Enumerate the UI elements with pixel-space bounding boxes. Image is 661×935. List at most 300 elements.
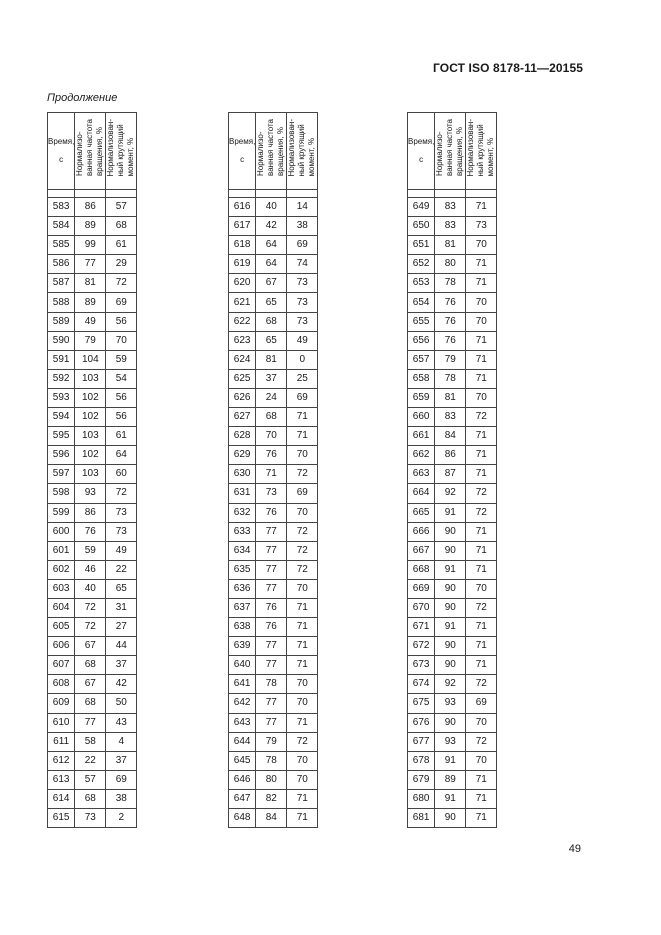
cell-time: 586 (48, 255, 75, 274)
cell-time: 629 (229, 446, 256, 465)
cell-time: 606 (48, 637, 75, 656)
cell-time: 614 (48, 789, 75, 808)
table-row (48, 656, 137, 675)
table-row (48, 751, 137, 770)
cell-time: 632 (229, 503, 256, 522)
cell-time: 660 (408, 408, 435, 427)
table-row (48, 522, 137, 541)
cell-speed: 103 (75, 369, 106, 388)
cell-time: 678 (408, 751, 435, 770)
table-row (229, 751, 318, 770)
cell-speed: 77 (75, 255, 106, 274)
cell-torque: 71 (287, 809, 318, 828)
table-row (408, 560, 497, 579)
cell-torque: 71 (287, 598, 318, 617)
table-row (229, 198, 318, 217)
table-row (48, 809, 137, 828)
table-row (408, 751, 497, 770)
column-header-torque: Нормализован- ный крутящий момент, % (466, 113, 497, 190)
cell-time: 594 (48, 408, 75, 427)
cell-torque: 71 (466, 618, 497, 637)
cell-torque: 56 (106, 408, 137, 427)
cell-torque: 73 (106, 503, 137, 522)
cell-time: 663 (408, 465, 435, 484)
cell-torque: 56 (106, 388, 137, 407)
table-row (48, 369, 137, 388)
cell-speed: 59 (75, 541, 106, 560)
cell-speed: 103 (75, 465, 106, 484)
table-row (48, 255, 137, 274)
column-header-speed: Нормализо- ванная частота вращения, % (256, 113, 287, 190)
cell-speed: 76 (256, 446, 287, 465)
cell-time: 672 (408, 637, 435, 656)
cell-time: 658 (408, 369, 435, 388)
table-row (229, 484, 318, 503)
cell-torque: 71 (466, 770, 497, 789)
cell-time: 643 (229, 713, 256, 732)
cell-time: 654 (408, 293, 435, 312)
cell-speed: 93 (435, 732, 466, 751)
spacer-cell (106, 190, 137, 198)
cell-torque: 71 (466, 789, 497, 808)
cell-time: 677 (408, 732, 435, 751)
cell-speed: 68 (75, 694, 106, 713)
table-row (408, 465, 497, 484)
cell-speed: 67 (75, 637, 106, 656)
cell-time: 668 (408, 560, 435, 579)
cell-torque: 73 (106, 522, 137, 541)
table-row (229, 694, 318, 713)
cell-time: 602 (48, 560, 75, 579)
cell-speed: 103 (75, 427, 106, 446)
table-row (48, 503, 137, 522)
cell-speed: 89 (75, 217, 106, 236)
cell-time: 676 (408, 713, 435, 732)
cell-speed: 67 (256, 274, 287, 293)
table-row (408, 217, 497, 236)
table-row (408, 809, 497, 828)
continuation-label: Продолжение (47, 92, 118, 104)
cell-torque: 71 (466, 369, 497, 388)
cell-torque: 71 (287, 408, 318, 427)
cell-torque: 70 (466, 388, 497, 407)
cell-torque: 68 (106, 217, 137, 236)
cell-speed: 90 (435, 656, 466, 675)
cell-speed: 93 (75, 484, 106, 503)
cell-torque: 71 (287, 789, 318, 808)
document-code: ГОСТ ISO 8178-11—20155 (433, 61, 583, 75)
table-row (229, 236, 318, 255)
table-row (48, 637, 137, 656)
cell-time: 641 (229, 675, 256, 694)
table-row (229, 675, 318, 694)
cell-torque: 70 (287, 694, 318, 713)
cell-torque: 69 (466, 694, 497, 713)
cell-time: 674 (408, 675, 435, 694)
table-row (229, 656, 318, 675)
cell-time: 610 (48, 713, 75, 732)
cell-torque: 71 (466, 809, 497, 828)
table-row (229, 388, 318, 407)
cell-time: 666 (408, 522, 435, 541)
cell-torque: 72 (287, 465, 318, 484)
cell-speed: 40 (256, 198, 287, 217)
cell-speed: 76 (75, 522, 106, 541)
cell-speed: 68 (75, 656, 106, 675)
table-row (229, 503, 318, 522)
cell-torque: 70 (287, 579, 318, 598)
cell-torque: 71 (466, 465, 497, 484)
cell-time: 624 (229, 350, 256, 369)
cell-speed: 79 (75, 331, 106, 350)
cell-speed: 81 (435, 236, 466, 255)
cell-speed: 90 (435, 598, 466, 617)
table-row (229, 579, 318, 598)
cell-torque: 59 (106, 350, 137, 369)
cell-torque: 37 (106, 751, 137, 770)
table-row (408, 618, 497, 637)
header-spacer-row (229, 190, 318, 198)
table-row (408, 713, 497, 732)
cell-speed: 78 (435, 274, 466, 293)
cell-time: 681 (408, 809, 435, 828)
cell-speed: 79 (435, 350, 466, 369)
spacer-cell (229, 190, 256, 198)
table-row (48, 274, 137, 293)
cell-time: 612 (48, 751, 75, 770)
cell-time: 615 (48, 809, 75, 828)
table-row (48, 618, 137, 637)
cell-torque: 69 (106, 293, 137, 312)
table-row (408, 408, 497, 427)
cell-torque: 71 (287, 713, 318, 732)
cell-torque: 73 (287, 312, 318, 331)
cell-time: 583 (48, 198, 75, 217)
cell-time: 598 (48, 484, 75, 503)
cell-speed: 64 (256, 236, 287, 255)
table-row (48, 198, 137, 217)
cell-torque: 70 (466, 751, 497, 770)
table-row (408, 732, 497, 751)
cell-torque: 71 (466, 255, 497, 274)
cell-time: 587 (48, 274, 75, 293)
cell-speed: 89 (75, 293, 106, 312)
cell-speed: 67 (75, 675, 106, 694)
cell-speed: 24 (256, 388, 287, 407)
cell-time: 617 (229, 217, 256, 236)
data-table-2 (228, 112, 318, 828)
cell-time: 647 (229, 789, 256, 808)
table-row (408, 789, 497, 808)
column-header-time: Время, с (408, 113, 435, 190)
table-row (48, 789, 137, 808)
spacer-cell (256, 190, 287, 198)
cell-torque: 0 (287, 350, 318, 369)
cell-speed: 76 (435, 293, 466, 312)
table-row (48, 598, 137, 617)
cell-torque: 71 (466, 446, 497, 465)
table-row (229, 331, 318, 350)
cell-time: 655 (408, 312, 435, 331)
column-header-time: Время, с (229, 113, 256, 190)
cell-torque: 73 (287, 274, 318, 293)
cell-speed: 79 (256, 732, 287, 751)
cell-speed: 86 (75, 198, 106, 217)
cell-torque: 70 (287, 503, 318, 522)
cell-speed: 68 (256, 312, 287, 331)
cell-time: 599 (48, 503, 75, 522)
cell-speed: 90 (435, 713, 466, 732)
cell-speed: 91 (435, 789, 466, 808)
cell-time: 600 (48, 522, 75, 541)
cell-speed: 76 (435, 312, 466, 331)
cell-torque: 72 (287, 732, 318, 751)
cell-torque: 74 (287, 255, 318, 274)
table-body (408, 190, 497, 828)
cell-torque: 60 (106, 465, 137, 484)
cell-speed: 87 (435, 465, 466, 484)
table-row (48, 675, 137, 694)
cell-speed: 86 (435, 446, 466, 465)
cell-time: 623 (229, 331, 256, 350)
cell-speed: 104 (75, 350, 106, 369)
column-header-torque: Нормализован- ный крутящий момент, % (106, 113, 137, 190)
cell-time: 667 (408, 541, 435, 560)
cell-speed: 102 (75, 446, 106, 465)
cell-torque: 70 (466, 293, 497, 312)
table-row (229, 560, 318, 579)
cell-torque: 70 (106, 331, 137, 350)
cell-speed: 73 (256, 484, 287, 503)
cell-speed: 77 (256, 713, 287, 732)
table-row (48, 484, 137, 503)
cell-torque: 42 (106, 675, 137, 694)
cell-speed: 90 (435, 522, 466, 541)
cell-torque: 71 (287, 427, 318, 446)
cell-torque: 22 (106, 560, 137, 579)
cell-time: 636 (229, 579, 256, 598)
cell-speed: 40 (75, 579, 106, 598)
table-body (229, 190, 318, 828)
cell-torque: 61 (106, 236, 137, 255)
cell-speed: 91 (435, 751, 466, 770)
cell-speed: 81 (256, 350, 287, 369)
cell-torque: 27 (106, 618, 137, 637)
cell-speed: 86 (75, 503, 106, 522)
cell-time: 679 (408, 770, 435, 789)
cell-time: 637 (229, 598, 256, 617)
table-row (408, 388, 497, 407)
cell-torque: 70 (466, 579, 497, 598)
cell-speed: 77 (256, 560, 287, 579)
table-row (229, 274, 318, 293)
table-row (229, 770, 318, 789)
table-row (229, 809, 318, 828)
table-row (48, 236, 137, 255)
table-row (408, 236, 497, 255)
cell-speed: 68 (75, 789, 106, 808)
cell-torque: 14 (287, 198, 318, 217)
table-row (229, 789, 318, 808)
cell-time: 626 (229, 388, 256, 407)
table-row (229, 255, 318, 274)
cell-speed: 90 (435, 579, 466, 598)
cell-time: 592 (48, 369, 75, 388)
spacer-cell (466, 190, 497, 198)
spacer-cell (408, 190, 435, 198)
table-row (408, 522, 497, 541)
cell-torque: 70 (287, 770, 318, 789)
cell-speed: 92 (435, 675, 466, 694)
cell-time: 644 (229, 732, 256, 751)
cell-time: 639 (229, 637, 256, 656)
table-row (229, 465, 318, 484)
cell-torque: 71 (466, 637, 497, 656)
table-row (48, 713, 137, 732)
table-row (229, 522, 318, 541)
cell-speed: 84 (256, 809, 287, 828)
cell-torque: 57 (106, 198, 137, 217)
cell-speed: 77 (256, 579, 287, 598)
table-row (48, 427, 137, 446)
table-row (48, 560, 137, 579)
cell-torque: 69 (287, 388, 318, 407)
cell-torque: 73 (287, 293, 318, 312)
table-row (229, 293, 318, 312)
cell-speed: 22 (75, 751, 106, 770)
cell-time: 616 (229, 198, 256, 217)
cell-torque: 70 (287, 751, 318, 770)
cell-time: 588 (48, 293, 75, 312)
cell-time: 628 (229, 427, 256, 446)
column-header-speed: Нормализо- ванная частота вращения, % (435, 113, 466, 190)
table-row (48, 579, 137, 598)
page-number: 49 (568, 843, 581, 855)
cell-time: 630 (229, 465, 256, 484)
table-row (408, 675, 497, 694)
cell-time: 669 (408, 579, 435, 598)
column-header-speed: Нормализо- ванная частота вращения, % (75, 113, 106, 190)
cell-time: 590 (48, 331, 75, 350)
cell-time: 601 (48, 541, 75, 560)
spacer-cell (75, 190, 106, 198)
cell-time: 656 (408, 331, 435, 350)
cell-torque: 71 (287, 656, 318, 675)
cell-speed: 93 (435, 694, 466, 713)
table-row (229, 427, 318, 446)
cell-time: 633 (229, 522, 256, 541)
cell-time: 640 (229, 656, 256, 675)
cell-time: 670 (408, 598, 435, 617)
cell-speed: 77 (256, 694, 287, 713)
cell-speed: 37 (256, 369, 287, 388)
cell-time: 611 (48, 732, 75, 751)
cell-speed: 102 (75, 388, 106, 407)
table-row (229, 541, 318, 560)
spacer-cell (48, 190, 75, 198)
table-body (48, 190, 137, 828)
cell-speed: 46 (75, 560, 106, 579)
cell-speed: 80 (435, 255, 466, 274)
cell-speed: 80 (256, 770, 287, 789)
cell-time: 671 (408, 618, 435, 637)
cell-torque: 70 (287, 446, 318, 465)
cell-time: 648 (229, 809, 256, 828)
table-row (229, 713, 318, 732)
cell-torque: 31 (106, 598, 137, 617)
cell-torque: 70 (287, 675, 318, 694)
cell-speed: 82 (256, 789, 287, 808)
cell-torque: 69 (287, 236, 318, 255)
cell-speed: 91 (435, 503, 466, 522)
cell-torque: 69 (106, 770, 137, 789)
cell-speed: 73 (75, 809, 106, 828)
table-row (48, 388, 137, 407)
cell-torque: 64 (106, 446, 137, 465)
cell-torque: 71 (466, 541, 497, 560)
table-row (229, 598, 318, 617)
cell-torque: 70 (466, 312, 497, 331)
cell-time: 585 (48, 236, 75, 255)
table-row (408, 369, 497, 388)
cell-speed: 78 (435, 369, 466, 388)
table-row (408, 598, 497, 617)
table-row (229, 446, 318, 465)
cell-torque: 49 (287, 331, 318, 350)
cell-time: 589 (48, 312, 75, 331)
cell-time: 593 (48, 388, 75, 407)
table-row (48, 331, 137, 350)
table-row (408, 656, 497, 675)
cell-torque: 72 (466, 484, 497, 503)
cell-torque: 71 (466, 522, 497, 541)
cell-torque: 25 (287, 369, 318, 388)
cell-speed: 81 (75, 274, 106, 293)
cell-speed: 68 (256, 408, 287, 427)
table-row (408, 694, 497, 713)
cell-time: 620 (229, 274, 256, 293)
cell-speed: 90 (435, 541, 466, 560)
table-row (229, 637, 318, 656)
cell-time: 638 (229, 618, 256, 637)
cell-time: 595 (48, 427, 75, 446)
cell-torque: 72 (287, 541, 318, 560)
cell-torque: 72 (287, 522, 318, 541)
cell-torque: 71 (466, 331, 497, 350)
cell-speed: 84 (435, 427, 466, 446)
table-row (408, 503, 497, 522)
cell-torque: 71 (287, 637, 318, 656)
cell-time: 597 (48, 465, 75, 484)
cell-speed: 83 (435, 408, 466, 427)
table-row (408, 579, 497, 598)
table-row (408, 331, 497, 350)
cell-torque: 71 (466, 350, 497, 369)
cell-speed: 90 (435, 637, 466, 656)
cell-speed: 70 (256, 427, 287, 446)
cell-time: 635 (229, 560, 256, 579)
cell-time: 645 (229, 751, 256, 770)
table-row (229, 732, 318, 751)
cell-torque: 72 (106, 274, 137, 293)
table-row (408, 446, 497, 465)
cell-time: 653 (408, 274, 435, 293)
table-row (48, 732, 137, 751)
cell-speed: 77 (75, 713, 106, 732)
cell-torque: 38 (287, 217, 318, 236)
cell-speed: 65 (256, 293, 287, 312)
cell-time: 680 (408, 789, 435, 808)
